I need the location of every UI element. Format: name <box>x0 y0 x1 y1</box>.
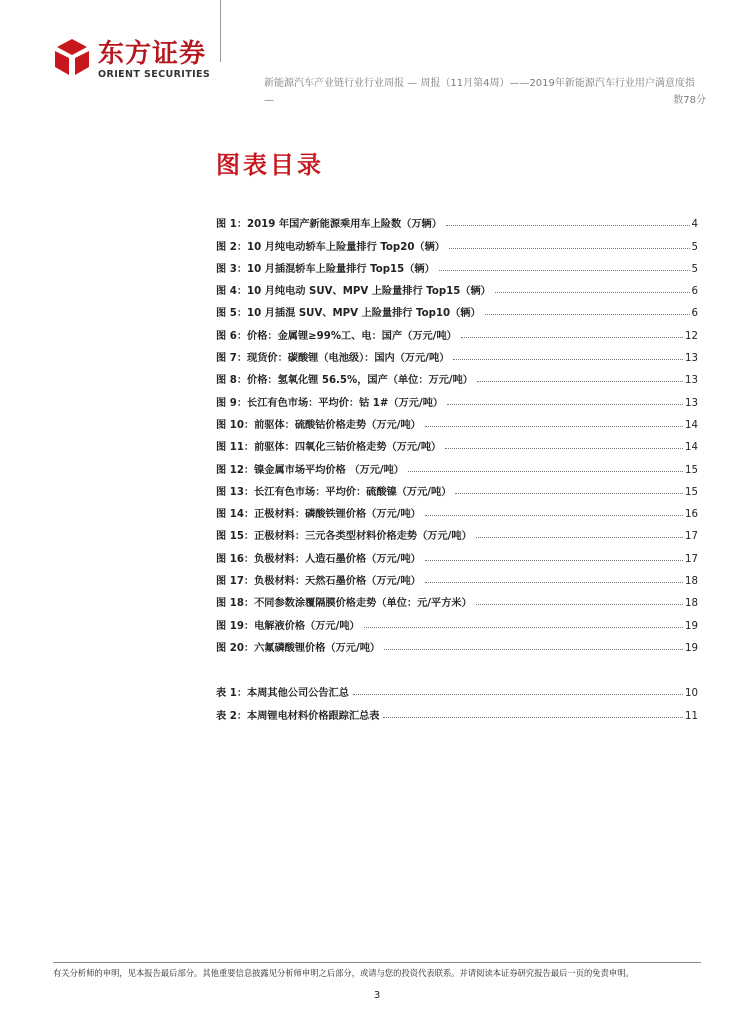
toc-entry[interactable] <box>216 587 698 609</box>
toc-entry-page: 13 <box>685 353 698 365</box>
toc-entry-label: 图 1：2019 年国产新能源乘用车上险数（万辆） <box>216 219 442 231</box>
header-line-2-right: 数78分 <box>673 95 706 106</box>
toc-entry-page: 14 <box>685 442 698 454</box>
toc-entry-page: 6 <box>691 286 698 298</box>
toc-entry-label: 图 13：长江有色市场：平均价：硫酸镍（万元/吨） <box>216 486 452 498</box>
toc-entry[interactable] <box>216 364 698 386</box>
leader-dots <box>383 717 683 718</box>
toc-entry-label: 图 10：前驱体：硫酸钴价格走势（万元/吨） <box>216 419 421 431</box>
toc-entry-page: 13 <box>685 375 698 387</box>
toc-entry-page: 18 <box>685 576 698 588</box>
toc-entry[interactable] <box>216 275 698 297</box>
toc-entry[interactable] <box>216 453 698 475</box>
leader-dots <box>408 471 683 472</box>
toc-entry[interactable] <box>216 632 698 654</box>
toc-entry-label: 图 18：不同参数涂覆隔膜价格走势（单位：元/平方米） <box>216 598 472 610</box>
leader-dots <box>425 515 683 516</box>
leader-dots <box>446 225 690 226</box>
leader-dots <box>477 381 683 382</box>
toc-entry-page: 15 <box>685 486 698 498</box>
leader-dots <box>445 448 683 449</box>
toc-entry-label: 图 15：正极材料：三元各类型材料价格走势（万元/吨） <box>216 531 472 543</box>
orient-securities-logo-icon <box>52 37 92 77</box>
toc-entry-page: 4 <box>691 219 698 231</box>
toc-entry-label: 图 9：长江有色市场：平均价：钴 1#（万元/吨） <box>216 397 444 409</box>
toc-entry-label: 图 8：价格：氢氧化锂 56.5%，国产（单位：万元/吨） <box>216 375 473 387</box>
toc-entry[interactable] <box>216 230 698 252</box>
toc-entry-label: 图 16：负极材料：人造石墨价格（万元/吨） <box>216 553 421 565</box>
toc-title: 图表目录 <box>216 151 324 179</box>
header-divider <box>220 0 221 62</box>
leader-dots <box>461 337 683 338</box>
toc-entry-page: 5 <box>691 263 698 275</box>
toc-entry-label: 图 11：前驱体：四氧化三钴价格走势（万元/吨） <box>216 442 442 454</box>
leader-dots <box>447 404 683 405</box>
toc-entry-label: 图 17：负极材料：天然石墨价格（万元/吨） <box>216 576 421 588</box>
leader-dots <box>425 560 683 561</box>
toc-entry[interactable] <box>216 542 698 564</box>
report-header <box>264 75 706 109</box>
toc-entry-page: 6 <box>691 308 698 320</box>
leader-dots <box>364 627 683 628</box>
toc-entry[interactable] <box>216 677 698 699</box>
disclaimer-note: 有关分析师的申明，见本报告最后部分。其他重要信息披露见分析师申明之后部分，或请与您的投资代表联系。并请阅读本证券研究报告最后一页的免责申明。 <box>53 968 634 978</box>
header-line-2-left: — <box>264 95 274 106</box>
toc-entry[interactable] <box>216 208 698 230</box>
toc-entry-label: 表 1：本周其他公司公告汇总 <box>216 688 349 700</box>
leader-dots <box>476 537 683 538</box>
leader-dots <box>495 292 690 293</box>
leader-dots <box>439 270 690 271</box>
toc-entry-label: 图 19：电解液价格（万元/吨） <box>216 620 360 632</box>
leader-dots <box>476 604 683 605</box>
header-line-1: 新能源汽车产业链行业行业周报 — 周报（11月第4周）——2019年新能源汽车行业用户满意度指 <box>264 78 695 89</box>
toc-entry[interactable] <box>216 409 698 431</box>
toc-entry[interactable] <box>216 297 698 319</box>
leader-dots <box>485 314 690 315</box>
table-list <box>216 677 698 722</box>
toc-entry-page: 19 <box>685 642 698 654</box>
header-line-2 <box>264 92 706 109</box>
leader-dots <box>449 248 690 249</box>
toc-entry[interactable] <box>216 565 698 587</box>
leader-dots <box>353 694 683 695</box>
toc-entry-page: 5 <box>691 241 698 253</box>
footer-divider <box>53 962 701 963</box>
toc-entry-label: 图 14：正极材料：磷酸铁锂价格（万元/吨） <box>216 509 421 521</box>
toc-entry[interactable] <box>216 319 698 341</box>
leader-dots <box>455 493 683 494</box>
toc-entry-page: 17 <box>685 531 698 543</box>
toc-entry-page: 16 <box>685 509 698 521</box>
toc-entry-label: 图 12：镍金属市场平均价格 （万元/吨） <box>216 464 404 476</box>
toc-entry-page: 10 <box>685 688 698 700</box>
toc-entry-page: 15 <box>685 464 698 476</box>
toc-entry-page: 14 <box>685 419 698 431</box>
leader-dots <box>384 649 683 650</box>
toc-entry-label: 图 4：10 月纯电动 SUV、MPV 上险量排行 Top15（辆） <box>216 286 491 298</box>
logo-english-name: ORIENT SECURITIES <box>98 69 211 80</box>
toc-entry-label: 图 7：现货价：碳酸锂（电池级）：国内（万元/吨） <box>216 353 450 365</box>
leader-dots <box>425 426 683 427</box>
leader-dots <box>425 582 683 583</box>
toc-entry[interactable] <box>216 253 698 275</box>
toc-entry[interactable] <box>216 498 698 520</box>
toc-entry[interactable] <box>216 699 698 721</box>
toc-entry[interactable] <box>216 609 698 631</box>
toc-entry[interactable] <box>216 342 698 364</box>
toc-entry-label: 图 3：10 月插混轿车上险量排行 Top15（辆） <box>216 263 435 275</box>
toc-entry-label: 图 6：价格：金属锂≥99%工、电：国产（万元/吨） <box>216 330 457 342</box>
toc-entry-label: 图 5：10 月插混 SUV、MPV 上险量排行 Top10（辆） <box>216 308 481 320</box>
toc-entry-page: 13 <box>685 397 698 409</box>
toc-entry-label: 表 2：本周锂电材料价格跟踪汇总表 <box>216 710 380 722</box>
toc-entry[interactable] <box>216 520 698 542</box>
figure-list <box>216 208 698 654</box>
logo-chinese-name: 东方证券 <box>98 39 207 69</box>
toc-entry-page: 17 <box>685 553 698 565</box>
toc-entry-page: 19 <box>685 620 698 632</box>
company-logo <box>52 35 222 85</box>
toc-entry[interactable] <box>216 386 698 408</box>
toc-entry-page: 12 <box>685 330 698 342</box>
toc-entry[interactable] <box>216 476 698 498</box>
toc-entry-label: 图 2：10 月纯电动轿车上险量排行 Top20（辆） <box>216 241 445 253</box>
toc-entry[interactable] <box>216 431 698 453</box>
toc-entry-page: 11 <box>685 710 698 722</box>
toc-entry-label: 图 20：六氟磷酸锂价格（万元/吨） <box>216 642 381 654</box>
leader-dots <box>453 359 683 360</box>
toc-entry-page: 18 <box>685 598 698 610</box>
page-number: 3 <box>373 990 381 1001</box>
